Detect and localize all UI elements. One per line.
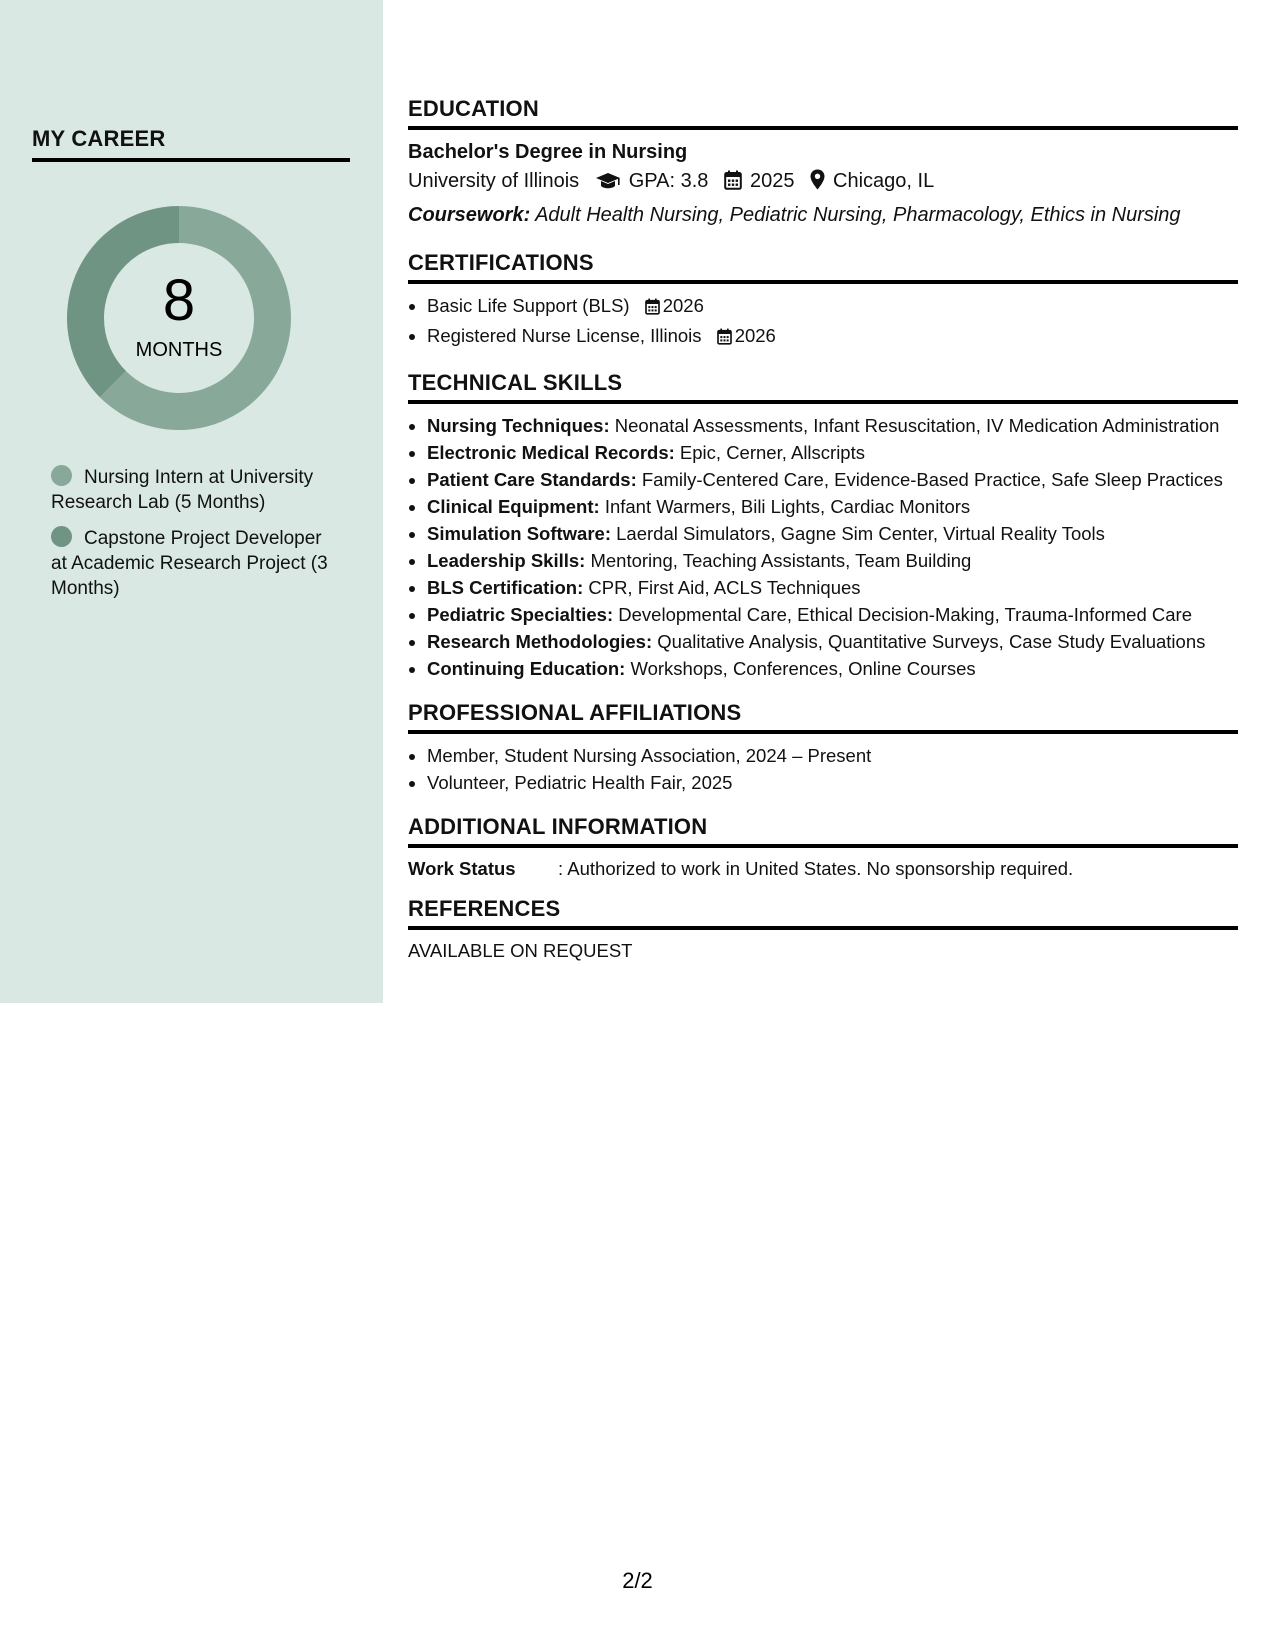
list-item xyxy=(427,412,1238,439)
skill-text: Qualitative Analysis, Quantitative Surveys, Case Study Evaluations xyxy=(657,631,1206,652)
list-item xyxy=(427,493,1238,520)
skill-label: Research Methodologies: xyxy=(427,631,653,652)
list-item xyxy=(427,439,1238,466)
education-degree: Bachelor's Degree in Nursing xyxy=(408,141,688,163)
skill-label: Simulation Software: xyxy=(427,523,611,544)
education-gpa: GPA: 3.8 xyxy=(628,170,709,192)
legend-label: Nursing Intern at University Research Lab (5 Months) xyxy=(51,467,314,513)
education-school: University of Illinois xyxy=(408,170,580,192)
list-item xyxy=(427,628,1238,655)
main-content xyxy=(408,96,1238,964)
coursework-label: Coursework: xyxy=(408,204,531,226)
sidebar xyxy=(0,0,383,1003)
skill-text: Workshops, Conferences, Online Courses xyxy=(630,658,976,679)
skills-title: TECHNICAL SKILLS xyxy=(408,370,1238,404)
page-number: 2/2 xyxy=(622,1568,653,1593)
skill-text: Family-Centered Care, Evidence-Based Practice, Safe Sleep Practices xyxy=(641,469,1223,490)
work-status-label: Work Status xyxy=(408,858,516,879)
skill-label: Continuing Education: xyxy=(427,658,626,679)
skill-label: Leadership Skills: xyxy=(427,550,586,571)
list-item xyxy=(427,574,1238,601)
skill-text: Epic, Cerner, Allscripts xyxy=(679,442,865,463)
list-item xyxy=(427,520,1238,547)
certifications-title: CERTIFICATIONS xyxy=(408,250,1238,284)
legend-dot-icon xyxy=(51,465,72,486)
list-item xyxy=(427,292,1238,322)
skill-text: CPR, First Aid, ACLS Techniques xyxy=(588,577,861,598)
list-item xyxy=(427,601,1238,628)
career-legend xyxy=(51,465,331,612)
calendar-icon xyxy=(717,325,732,352)
list-item: • Volunteer, Pediatric Health Fair, 2025 xyxy=(427,769,1238,796)
list-item xyxy=(427,322,1238,352)
education-year: 2025 xyxy=(749,170,795,192)
skill-text: Infant Warmers, Bili Lights, Cardiac Monitors xyxy=(604,496,971,517)
affiliations-list xyxy=(408,742,1238,796)
certification-name: Basic Life Support (BLS) xyxy=(427,295,630,316)
certification-name: Registered Nurse License, Illinois xyxy=(427,325,702,346)
career-total-unit: MONTHS xyxy=(135,339,223,361)
list-item xyxy=(427,547,1238,574)
coursework-text: Adult Health Nursing, Pediatric Nursing, Pharmacology, Ethics in Nursing xyxy=(535,204,1181,226)
list-item xyxy=(427,655,1238,682)
skill-label: Pediatric Specialties: xyxy=(427,604,614,625)
education-location: Chicago, IL xyxy=(833,170,935,192)
legend-item xyxy=(51,526,331,601)
certifications-list xyxy=(408,292,1238,352)
skill-text: Developmental Care, Ethical Decision-Making, Trauma-Informed Care xyxy=(618,604,1193,625)
affiliations-title: PROFESSIONAL AFFILIATIONS xyxy=(408,700,1238,734)
list-item xyxy=(427,466,1238,493)
skill-label: Nursing Techniques: xyxy=(427,415,610,436)
education-coursework xyxy=(408,200,1238,230)
additional-title: ADDITIONAL INFORMATION xyxy=(408,814,1238,848)
skill-label: BLS Certification: xyxy=(427,577,584,598)
map-pin-icon xyxy=(810,169,825,200)
education-details xyxy=(408,166,1238,200)
education-title: EDUCATION xyxy=(408,96,1238,130)
list-item: • Member, Student Nursing Association, 2024 – Present xyxy=(427,742,1238,769)
legend-item xyxy=(51,465,331,515)
certification-year: 2026 xyxy=(734,325,776,346)
career-total-value: 8 xyxy=(162,268,196,333)
career-title: MY CAREER xyxy=(32,126,350,162)
skill-text: Laerdal Simulators, Gagne Sim Center, Virtual Reality Tools xyxy=(616,523,1105,544)
skill-label: Electronic Medical Records: xyxy=(427,442,675,463)
legend-dot-icon xyxy=(51,526,72,547)
skill-text: Mentoring, Teaching Assistants, Team Building xyxy=(590,550,972,571)
work-status-row xyxy=(408,856,1238,882)
calendar-icon xyxy=(645,295,660,322)
references-title: REFERENCES xyxy=(408,896,1238,930)
legend-label: Capstone Project Developer at Academic Research Project (3 Months) xyxy=(51,528,328,599)
skill-label: Clinical Equipment: xyxy=(427,496,600,517)
references-text: AVAILABLE ON REQUEST xyxy=(408,940,633,961)
skill-text: Neonatal Assessments, Infant Resuscitation, IV Medication Administration xyxy=(614,415,1220,436)
graduation-cap-icon xyxy=(595,169,621,200)
skills-list xyxy=(408,412,1238,682)
certification-year: 2026 xyxy=(662,295,704,316)
work-status-value: : Authorized to work in United States. No sponsorship required. xyxy=(558,858,1074,879)
calendar-icon xyxy=(724,169,742,200)
skill-label: Patient Care Standards: xyxy=(427,469,637,490)
